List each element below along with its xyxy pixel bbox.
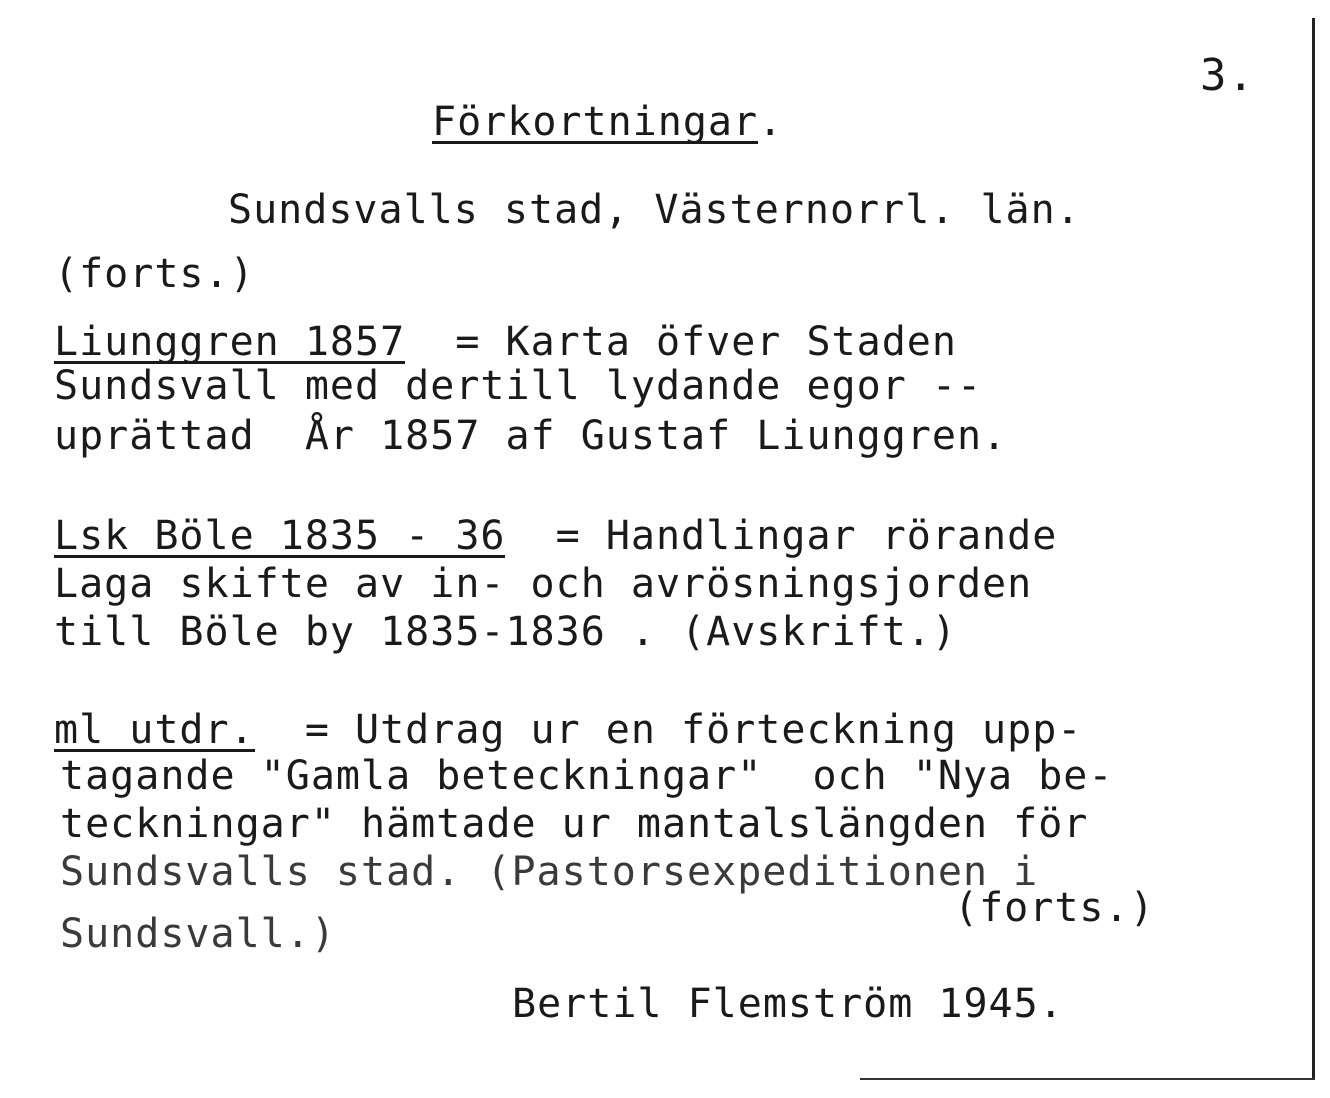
title-text: Förkortningar — [432, 99, 759, 145]
entry-3-line-4: Sundsvalls stad. (Pastorsexpeditionen i — [60, 849, 1039, 895]
entry-1-line-2 — [54, 362, 982, 410]
entry-3-line-2 — [60, 752, 1113, 800]
entry-1-line-1 — [54, 318, 957, 366]
entry-2-line-1 — [54, 512, 1057, 560]
entry-3-line-5-left: Sundsvall.) — [60, 911, 336, 957]
page-number: 3. — [1200, 50, 1255, 101]
card-right-edge — [1312, 18, 1315, 1080]
title-suffix: . — [758, 99, 784, 145]
heading-line-1: Sundsvalls stad, Västernorrl. län. — [228, 187, 1081, 233]
entry-1-abbr: Liunggren 1857 — [54, 319, 406, 365]
entry-2-text-line-1: = Handlingar rörande — [505, 513, 1058, 559]
entry-2-line-2: Laga skifte av in- och avrösningsjorden — [54, 561, 1033, 607]
entry-3-line-3: teckningar" hämtade ur mantalslängden för — [60, 801, 1089, 847]
entry-3-line-2-rest: "Gamla beteckningar" och "Nya be- — [235, 753, 1114, 799]
entry-3-abbr: ml utdr. — [54, 707, 255, 753]
entry-1-line-2-rest: med dertill lydande egor -- — [279, 363, 983, 409]
entry-3-line-1 — [54, 706, 1082, 754]
entry-1-line-3: uprättad År 1857 af Gustaf Liunggren. — [54, 413, 1008, 459]
entry-3-text-line-1: = Utdrag ur en förteckning upp- — [254, 707, 1083, 753]
entry-2-abbr: Lsk Böle 1835 - 36 — [54, 513, 506, 559]
card-title — [432, 98, 783, 146]
entry-1-line-2-under: Sundsvall — [54, 363, 280, 409]
entry-1-text-line-1: = Karta öfver Staden — [405, 319, 957, 365]
entry-3-line-2-under: tagande — [60, 753, 236, 799]
heading-line-2: (forts.) — [54, 251, 255, 297]
card-bottom-edge — [860, 1078, 1315, 1080]
signature: Bertil Flemström 1945. — [512, 981, 1064, 1027]
entry-2-line-3: till Böle by 1835-1836 . (Avskrift.) — [54, 609, 957, 655]
entry-3-line-5-right: (forts.) — [954, 885, 1155, 931]
